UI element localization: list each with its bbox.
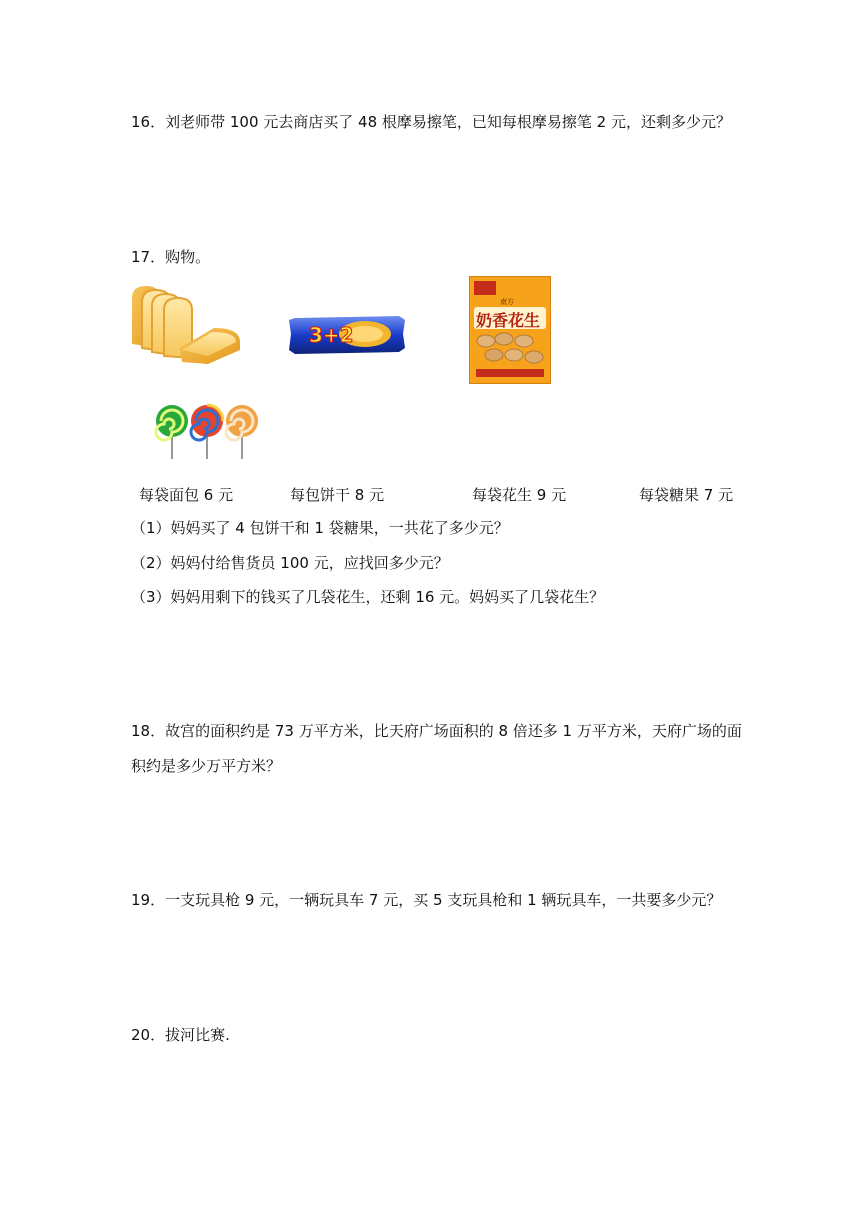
question-20: 20．拔河比赛. xyxy=(131,1026,230,1044)
bread-image xyxy=(128,284,244,366)
question-18-line-2: 积约是多少万平方米？ xyxy=(131,757,282,775)
peanut-bag-image xyxy=(469,276,551,384)
price-bread: 每袋面包 6 元 xyxy=(139,486,234,504)
price-candy: 每袋糖果 7 元 xyxy=(639,486,734,504)
lollipop-image xyxy=(154,403,264,461)
peanut-bag-top-label: 南方 xyxy=(500,298,514,306)
question-17-sub-3: （3）妈妈用剩下的钱买了几袋花生，还剩 16 元。妈妈买了几袋花生？ xyxy=(131,588,605,606)
peanut-bag-name: 奶香花生 xyxy=(476,311,541,330)
question-19: 19．一支玩具枪 9 元，一辆玩具车 7 元，买 5 支玩具枪和 1 辆玩具车，一共要多少元？ xyxy=(131,891,722,909)
price-biscuit: 每包饼干 8 元 xyxy=(290,486,385,504)
question-17-sub-1: （1）妈妈买了 4 包饼干和 1 袋糖果，一共花了多少元？ xyxy=(131,519,509,537)
price-peanut: 每袋花生 9 元 xyxy=(472,486,567,504)
biscuit-brand-label: 3+2 xyxy=(309,323,354,347)
question-16: 16．刘老师带 100 元去商店买了 48 根摩易擦笔，已知每根摩易擦笔 2 元，还剩多少元？ xyxy=(131,113,731,131)
biscuit-image xyxy=(287,314,407,356)
question-17-title: 17．购物。 xyxy=(131,248,211,266)
question-18-line-1: 18．故宫的面积约是 73 万平方米，比天府广场面积的 8 倍还多 1 万平方米，天府广场的面 xyxy=(131,722,742,740)
question-17-sub-2: （2）妈妈付给售货员 100 元，应找回多少元？ xyxy=(131,554,449,572)
